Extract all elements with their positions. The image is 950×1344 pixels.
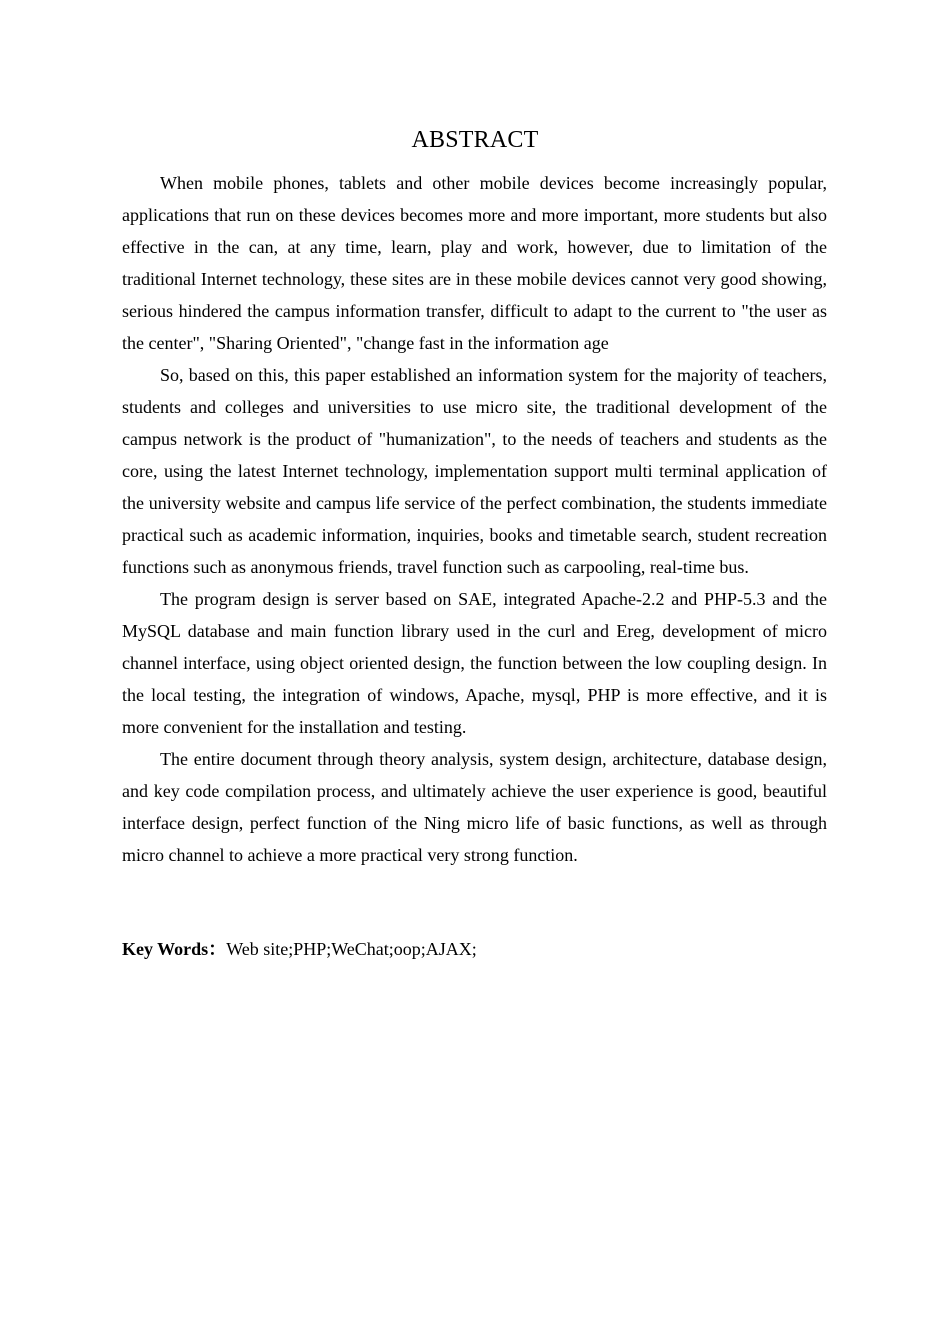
keywords-separator: ： — [208, 939, 227, 959]
keywords-line — [122, 933, 827, 965]
keywords-value: Web site;PHP;WeChat;oop;AJAX; — [226, 939, 477, 959]
abstract-body — [122, 167, 827, 871]
abstract-paragraph-4: The entire document through theory analysis, system design, architecture, database design, and key code compilation process, and ultimately achieve the user experience is good, beautiful interface design, perfect function of the Ning micro life of basic functions, as well as through micro channel to achieve a more practical very strong function. — [122, 749, 827, 865]
abstract-paragraph-3: The program design is server based on SAE, integrated Apache-2.2 and PHP-5.3 and the MySQL database and main function library used in the curl and Ereg, development of micro channel interface, using object oriented design, the function between the low coupling design. In the local testing, the integration of windows, Apache, mysql, PHP is more effective, and it is more convenient for the installation and testing. — [122, 589, 827, 737]
abstract-paragraph-2: So, based on this, this paper established an information system for the majority of teachers, students and colleges and universities to use micro site, the traditional development of the campus network is the product of "humanization", to the needs of teachers and students as the core, using the latest Internet technology, implementation support multi terminal application of the university website and campus life service of the perfect combination, the students immediate practical such as academic information, inquiries, books and timetable search, student recreation functions such as anonymous friends, travel function such as carpooling, real-time bus. — [122, 365, 827, 577]
page-title: ABSTRACT — [411, 127, 539, 153]
abstract-paragraph-1: When mobile phones, tablets and other mobile devices become increasingly popular, applications that run on these devices becomes more and more important, more students but also effective in the can, at any time, learn, play and work, however, due to limitation of the traditional Internet technology, these sites are in these mobile devices cannot very good showing, serious hindered the campus information transfer, difficult to adapt to the current to "the user as the center", "Sharing Oriented", "change fast in the information age — [122, 173, 827, 353]
keywords-label: Key Words — [122, 939, 209, 959]
